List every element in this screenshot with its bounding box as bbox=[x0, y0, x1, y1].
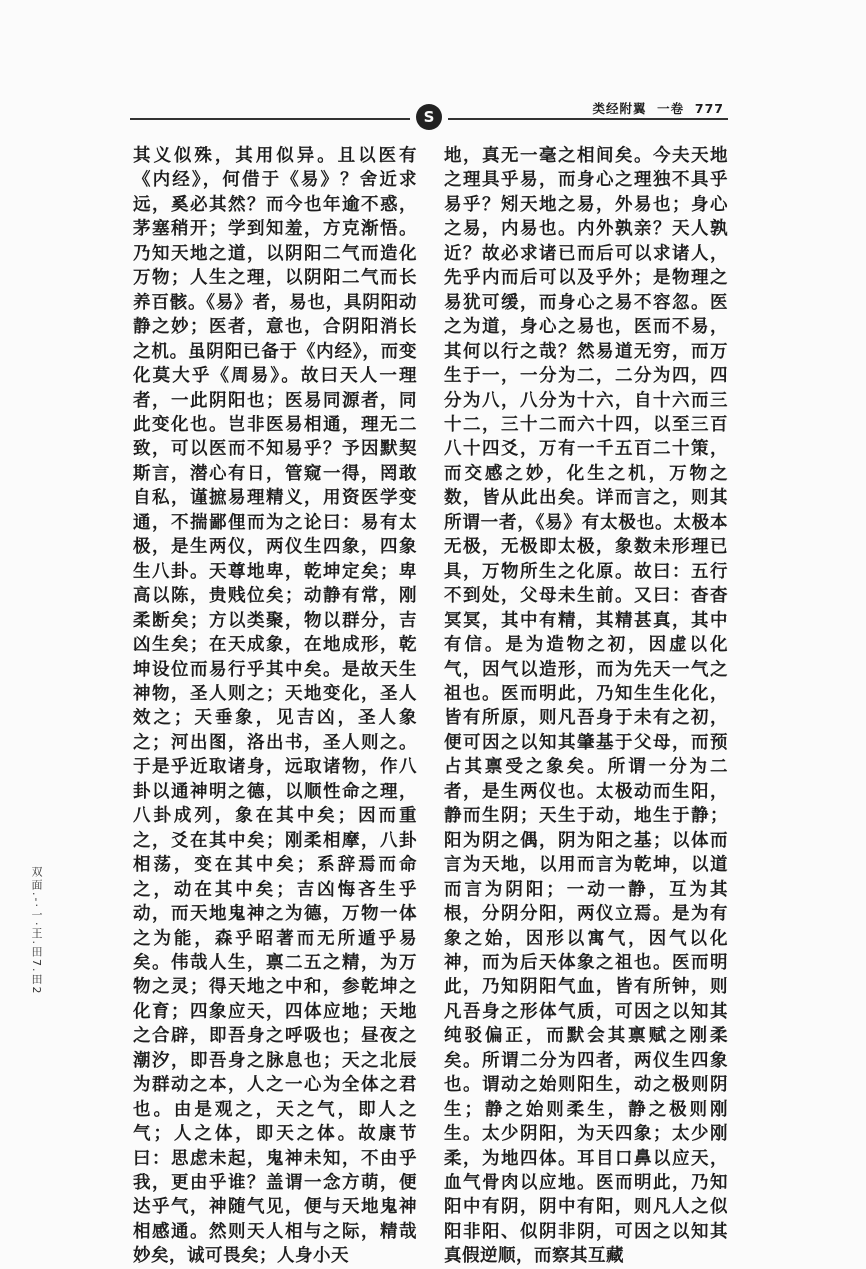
text-column-left: 其义似殊，其用似异。且以医有《内经》，何借于《易》？舍近求远，奚必其然？而今也年逾不惑，茅塞稍开；学到知羞，方克渐悟。乃知天地之道，以阴阳二气而造化万物；人生之理，以阴阳二气而长养百骸。《易》者，易也，具阴阳动静之妙；医者，意也，合阴阳消长之机。虽阴阳已备于《内经》，而变化莫大乎《周易》。故曰天人一理者，一此阴阳也；医易同源者，同此变化也。岂非医易相通，理无二致，可以医而不知易乎？予因默契斯言，潜心有日，管窥一得，罔敢自私，谨摭易理精义，用资医学变通，不揣鄙俚而为之论曰：易有太极，是生两仪，两仪生四象，四象生八卦。天尊地卑，乾坤定矣；卑高以陈，贵贱位矣；动静有常，刚柔断矣；方以类聚，物以群分，吉凶生矣；在天成象，在地成形，乾坤设位而易行乎其中矣。是故天生神物，圣人则之；天地变化，圣人效之；天垂象，见吉凶，圣人象之；河出图，洛出书，圣人则之。于是乎近取诸身，远取诸物，作八卦以通神明之德，以顺性命之理，八卦成列，象在其中矣；因而重之，爻在其中矣；刚柔相摩，八卦相荡，变在其中矣；系辞焉而命之，动在其中矣；吉凶悔吝生乎动，而天地鬼神之为德，万物一体之为能，森乎昭著而无所遁乎易矣。伟哉人生，禀二五之精，为万物之灵；得天地之中和，参乾坤之化育；四象应天，四体应地；天地之合辟，即吾身之呼吸也；昼夜之潮汐，即吾身之脉息也；天之北辰为群动之本，人之一心为全体之君也。由是观之，天之气，即人之气；人之体，即天之体。故康节曰：思虑未起，鬼神未知，不由乎我，更由乎谁？盖谓一念方萌，便达乎气，神随气见，便与天地鬼神相感通。然则天人相与之际，精哉妙矣，诚可畏矣；人身小天 bbox=[133, 146, 417, 1267]
publisher-emblem-icon: S bbox=[416, 104, 442, 130]
header-rule-right bbox=[448, 118, 728, 120]
page-number: 777 bbox=[694, 101, 724, 116]
page-header bbox=[130, 96, 728, 126]
margin-stamp: 双面.-·一·王.田7.田2 bbox=[30, 866, 43, 996]
running-head bbox=[592, 99, 724, 117]
header-rule-left bbox=[130, 118, 410, 120]
text-column-right: 地，真无一毫之相间矣。今夫天地之理具乎易，而身心之理独不具乎易乎？矧天地之易，外易也；身心之易，内易也。内外孰亲？天人孰近？故必求诸已而后可以求诸人，先乎内而后可以及乎外；是物理之易犹可缓，而身心之易不容忽。医之为道，身心之易也，医而不易，其何以行之哉？然易道无穷，而万生于一，一分为二，二分为四，四分为八，八分为十六，自十六而三十二，三十二而六十四，以至三百八十四爻，万有一千五百二十策，而交感之妙，化生之机，万物之数，皆从此出矣。详而言之，则其所谓一者，《易》有太极也。太极本无极，无极即太极，象数未形理已具，万物所生之化原。故曰：五行不到处，父母未生前。又曰：杳杳冥冥，其中有精，其精甚真，其中有信。是为造物之初，因虚以化气，因气以造形，而为先天一气之祖也。医而明此，乃知生生化化，皆有所原，则凡吾身于未有之初，便可因之以知其肇基于父母，而预占其禀受之象矣。所谓一分为二者，是生两仪也。太极动而生阳，静而生阴；天生于动，地生于静；阳为阴之偶，阴为阳之基；以体而言为天地，以用而言为乾坤，以道而言为阴阳；一动一静，互为其根，分阴分阳，两仪立焉。是为有象之始，因形以寓气，因气以化神，而为后天体象之祖也。医而明此，乃知阴阳气血，皆有所钟，则凡吾身之形体气质，可因之以知其纯驳偏正，而默会其禀赋之刚柔矣。所谓二分为四者，两仪生四象也。谓动之始则阳生，动之极则阴生；静之始则柔生，静之极则刚生。太少阴阳，为天四象；太少刚柔，为地四体。耳目口鼻以应天，血气骨肉以应地。医而明此，乃知阳中有阴，阴中有阳，则凡人之似阳非阳、似阴非阴，可因之以知其真假逆顺，而察其互藏 bbox=[444, 146, 728, 1267]
book-title: 类经附翼 bbox=[592, 101, 647, 116]
volume-label: 一卷 bbox=[657, 101, 685, 116]
